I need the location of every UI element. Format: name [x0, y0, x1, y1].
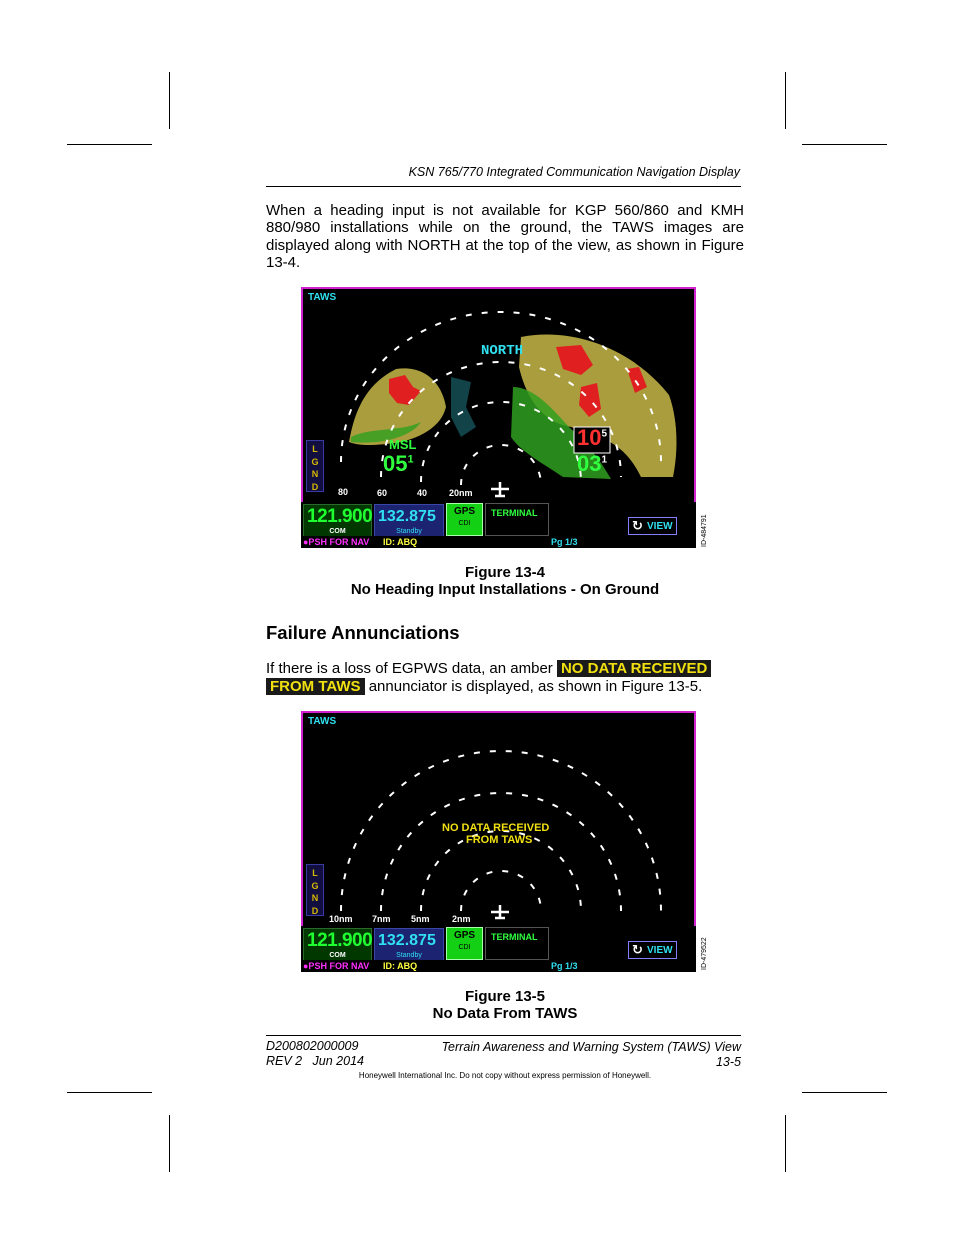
footer-rule	[266, 1035, 741, 1036]
annunciator-line1: NO DATA RECEIVED	[557, 660, 711, 677]
terminal-label: TERMINAL	[491, 508, 538, 518]
gps-cdi-button[interactable]	[446, 927, 483, 960]
gps-cdi-button[interactable]	[446, 503, 483, 536]
standby-label: Standby	[396, 528, 422, 535]
right-altitude-top	[577, 425, 607, 451]
intro-paragraph: When a heading input is not available for KGP 560/860 and KMH 880/980 installations while on the ground, the TAWS images are displayed along with NORTH at the top of the view, as shown in Figure 13-4.	[266, 202, 744, 271]
standby-frequency: 132.875	[378, 508, 436, 525]
header-rule	[266, 186, 741, 187]
range-ring-2	[381, 793, 621, 911]
taws-display-figure-13-4	[301, 287, 696, 548]
status-strip	[301, 536, 696, 548]
annunciator-line2: FROM TAWS	[266, 678, 365, 695]
gps-label: GPS	[453, 506, 476, 517]
figure-image-id: ID-479522	[701, 937, 708, 970]
failure-text-after: annunciator is displayed, as shown in Figure 13-5.	[364, 678, 703, 695]
crop-mark	[169, 1115, 170, 1172]
waypoint-id: ID: ABQ	[383, 537, 418, 547]
footer-section-title: Terrain Awareness and Warning System (TAWS) View	[441, 1040, 741, 1054]
standby-frequency-button[interactable]	[374, 504, 444, 537]
taws-display-figure-13-5	[301, 711, 696, 972]
rotate-icon: ↻	[632, 518, 643, 533]
range-label: 20nm	[449, 488, 473, 498]
terminal-status	[485, 503, 549, 536]
range-label: 40	[417, 488, 428, 498]
cdi-label: CDI	[458, 944, 471, 951]
com-frequency: 121.900	[307, 506, 373, 527]
msl-label: MSL	[389, 437, 417, 452]
range-label: 7nm	[372, 914, 391, 924]
range-label: 60	[377, 488, 388, 498]
standby-label: Standby	[396, 952, 422, 959]
legend-letter: D	[311, 481, 319, 492]
no-data-line1: NO DATA RECEIVED	[442, 822, 550, 834]
left-altitude-value	[383, 451, 414, 477]
view-button[interactable]	[628, 517, 677, 535]
terrain-scope	[301, 287, 696, 502]
page-indicator: Pg 1/3	[551, 537, 578, 547]
com-frequency: 121.900	[307, 930, 373, 951]
figure-image-id: ID-484791	[701, 514, 708, 547]
display-title: TAWS	[308, 716, 337, 727]
crop-mark	[802, 144, 887, 145]
push-for-nav: ●PSH FOR NAV	[303, 961, 370, 971]
figure-caption-number: Figure 13-5	[464, 988, 546, 1005]
right-altitude-bottom-sup: 1	[601, 454, 608, 466]
legend-letter: D	[311, 905, 319, 916]
aircraft-symbol	[491, 482, 509, 497]
legend-button[interactable]	[306, 864, 324, 916]
right-altitude-top-sup: 5	[601, 428, 608, 440]
standby-frequency: 132.875	[378, 932, 436, 949]
failure-text-before: If there is a loss of EGPWS data, an amber	[266, 660, 557, 677]
com-label: COM	[329, 528, 346, 535]
no-data-line2: FROM TAWS	[466, 834, 533, 846]
legend-letter: G	[311, 456, 319, 467]
crop-mark	[169, 72, 170, 129]
waypoint-id: ID: ABQ	[383, 961, 418, 971]
legend-letter: N	[311, 469, 319, 479]
figure-caption-title: No Heading Input Installations - On Ground	[350, 581, 660, 598]
legend-letter: G	[311, 880, 319, 891]
terminal-status	[485, 927, 549, 960]
legend-button[interactable]	[306, 440, 324, 492]
figure-caption-title: No Data From TAWS	[432, 1005, 578, 1022]
com-frequency-button[interactable]	[303, 928, 372, 961]
section-heading: Failure Annunciations	[266, 622, 460, 643]
com-label: COM	[329, 952, 346, 959]
display-title: TAWS	[308, 292, 337, 303]
rotate-icon: ↻	[632, 942, 643, 957]
left-altitude-sup: 1	[407, 453, 414, 466]
push-for-nav: ●PSH FOR NAV	[303, 537, 370, 547]
legend-letter: L	[312, 444, 318, 454]
page-indicator: Pg 1/3	[551, 961, 578, 971]
running-header: KSN 765/770 Integrated Communication Navigation Display	[408, 165, 740, 179]
right-altitude-bottom-digits: 03	[577, 451, 602, 476]
right-altitude-bottom	[577, 451, 607, 477]
revision: REV 2 Jun 2014	[266, 1054, 364, 1068]
right-altitude-top-digits: 10	[577, 425, 602, 450]
legend-letter: N	[311, 893, 319, 903]
range-label: 80	[338, 487, 349, 497]
view-button[interactable]	[628, 941, 677, 959]
figure-caption-number: Figure 13-4	[464, 564, 546, 581]
doc-number: D200802000009	[266, 1039, 359, 1053]
crop-mark	[785, 72, 786, 129]
left-altitude-digits: 05	[383, 451, 408, 476]
north-label: NORTH	[481, 343, 524, 359]
page-number: 13-5	[715, 1055, 741, 1069]
gps-label: GPS	[453, 930, 476, 941]
cdi-label: CDI	[458, 520, 471, 527]
copyright-notice: Honeywell International Inc. Do not copy without express permission of Honeywell.	[358, 1071, 652, 1080]
range-label: 5nm	[411, 914, 430, 924]
status-strip	[301, 960, 696, 972]
view-label: VIEW	[647, 945, 673, 956]
crop-mark	[802, 1092, 887, 1093]
range-label: 10nm	[329, 914, 353, 924]
terminal-label: TERMINAL	[491, 932, 538, 942]
legend-letter: L	[312, 868, 318, 878]
crop-mark	[67, 1092, 152, 1093]
com-frequency-button[interactable]	[303, 504, 372, 537]
crop-mark	[785, 1115, 786, 1172]
crop-mark	[67, 144, 152, 145]
failure-paragraph	[266, 660, 746, 696]
no-data-scope	[301, 711, 696, 926]
aircraft-symbol	[491, 905, 509, 919]
range-label: 2nm	[452, 914, 471, 924]
standby-frequency-button[interactable]	[374, 928, 444, 961]
view-label: VIEW	[647, 521, 673, 532]
